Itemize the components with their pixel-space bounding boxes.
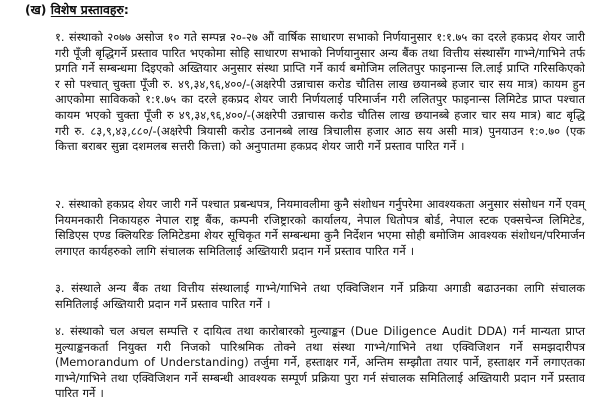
resolution-paragraph-3 [55,281,585,312]
paragraph-number: २. [55,197,65,211]
paragraph-text: संस्थाको चल अचल सम्पत्ति र दायित्व तथा कारोबारको मुल्याङ्कन (Due Diligence Audit DDA) गर्न मान्यता प्राप्त मुल्याङ्कनकर्ता नियुक्त गरी निजको पारिश्रमिक तोक्ने तथा संस्था गाभ्ने/गाभिने तथा एक्विजिशन गर्ने समझदारीपत्र (Memorandum of Understanding) तर्जुमा गर्ने, हस्ताक्षर गर्ने, अन्तिम सम्झौता तयार पार्ने, हस्ताक्षर गर्ने लगाएतका गाभ्ने/गाभिने तथा एक्विजिशन गर्ने सम्बन्धी आवश्यक सम्पूर्ण प्रक्रिया पुरा गर्न संचालक समितिलाई अख्तियारी प्रदान गर्ने प्रस्ताव पारित गर्ने । [55,324,585,401]
paragraph-number: १. [55,30,65,44]
paragraph-number: ४. [55,324,65,338]
resolution-paragraph-2 [55,197,585,259]
section-prefix: (ख) [25,2,47,17]
paragraph-text: संस्थाले अन्य बैंक तथा वित्तीय संस्थालाई गाभ्ने/गाभिने तथा एक्विजिशन गर्ने प्रक्रिया अगाडी बढाउनका लागि संचालक समितिलाई अख्तियारी प्रदान गर्ने प्रस्ताव पारित गर्ने । [55,281,586,311]
section-heading [25,2,129,18]
paragraph-text: संस्थाको २०७७ असोज १० गते सम्पन्न २०-२७ औं वार्षिक साधारण सभाको निर्णयानुसार १:१.७५ का दरले हकप्रद शेयर जारी गरी पूँजी बृद्धिगर्ने प्रस्ताव पारित भएकोमा सोहि साधारण सभाको निर्णयानुसार अन्य बैंक तथा वित्तीय संस्थासँग गाभ्ने/गाभिने तर्फ प्रगति गर्ने सम्बन्धमा दिइएको अख्तियार अनुसार संस्था प्राप्ति गर्ने कार्य बमोजिम ललितपुर फाइनान्स लि.लाई प्राप्ति गरिसकिएको र सो पश्चात् चुक्ता पूँजी रु. ४९,३४,९६,४००/-(अक्षरेपी उन्नाचास करोड चौतिस लाख छयानब्बे हजार चार सय मात्र) कायम हुन आएकोमा साविककाे १:१.७५ का दरले हकप्रद शेयर जारी निर्णयलाई परिमार्जन गरी ललितपुर फाइनान्स लिमिटेड प्राप्त पश्चात कायम भएको चुक्ता पूँजी रु ४९,३४,९६,४००/-(अक्षरेपी उन्नाचास करोड चौतिस लाख छयानब्बे हजार चार सय मात्र) बाट बृद्धि गरी रु. ८३,९,४३,८८०/-(अक्षरेपी त्रियासी करोड उनानब्बे लाख त्रिचालीस हजार आठ सय असी मात्र) पुनयाउन १:०.७० (एक कित्ता बराबर सुन्ना दशमलब सत्तरी कित्ता) को अनुपातमा हकप्रद शेयर जारी गर्ने प्रस्ताव पारित गर्ने । [55,30,586,154]
resolution-paragraph-4 [55,324,585,402]
paragraph-number: ३. [55,281,65,295]
section-colon: : [123,2,129,17]
resolution-paragraph-1 [55,30,585,155]
section-title: विशेष प्रस्तावहरु [50,2,124,17]
paragraph-text: संस्थाको हकप्रद शेयर जारी गर्ने पश्चात प्रबन्धपत्र, नियमावलीमा कुनै संशोधन गर्नुपरेमा आवश्यकता अनुसार संसोधन गर्ने एवम् नियमनकारी निकायहरु नेपाल राष्ट्र बैंक, कम्पनी रजिष्ट्रारको कार्यालय, नेपाल धितोपत्र बोर्ड, नेपाल स्टक एक्सचेन्ज लिमिटेड, सिडिएस एण्ड क्लियरिङ लिमिटेडमा शेयर सूचिकृत गर्ने सम्बन्धमा कुनै निर्देशन भएमा सोही बमोजिम आवश्यक संशोधन/परिमार्जन लगाएत कार्यहरुको लागि संचालक समितिलाई अख्तियारी प्रदान गर्ने प्रस्ताव पारित गर्ने । [55,197,585,258]
